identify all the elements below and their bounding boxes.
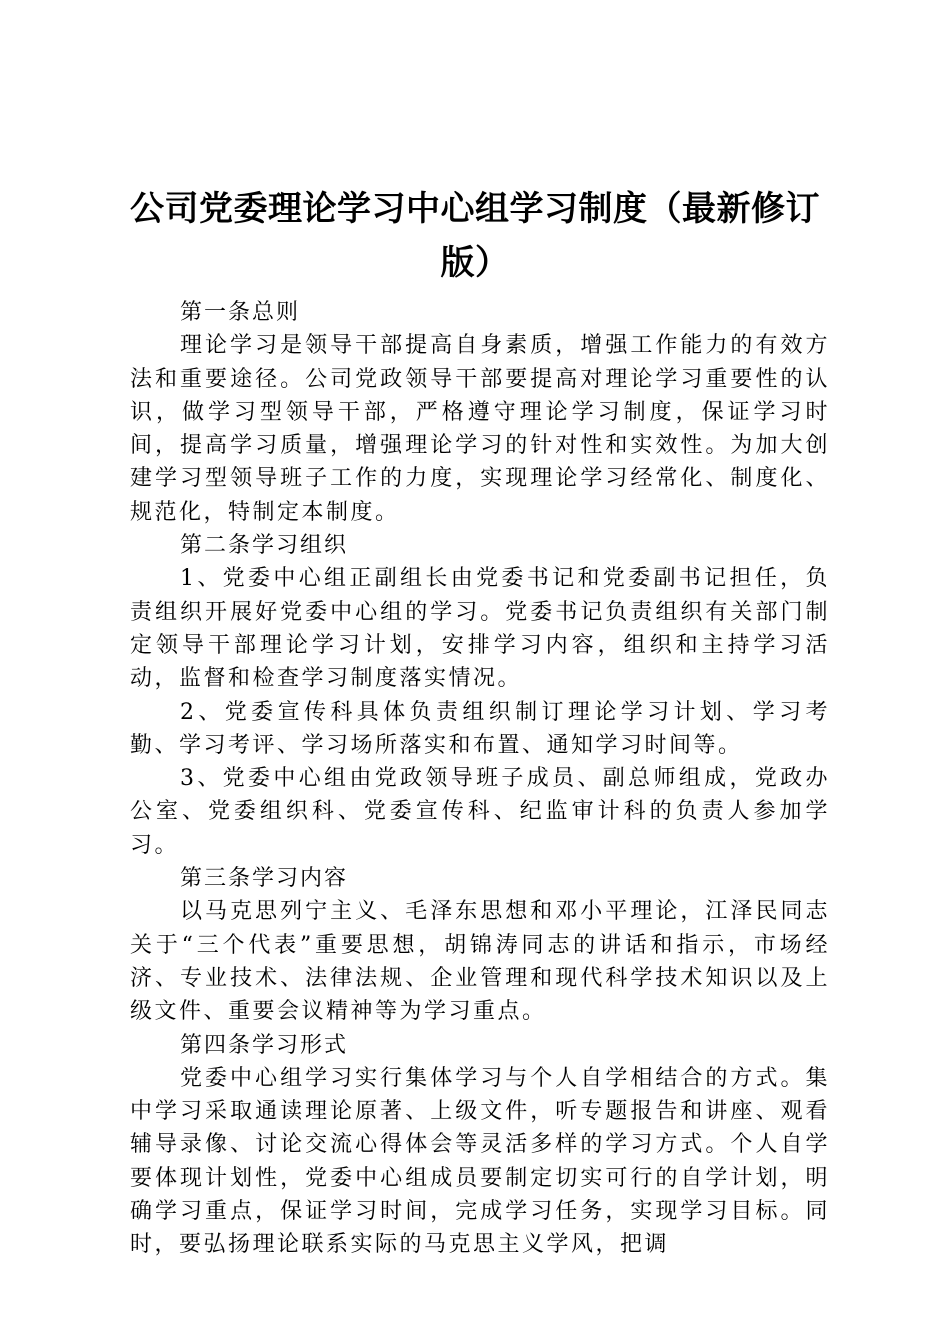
paragraph: 党委中心组学习实行集体学习与个人自学相结合的方式。集中学习采取通读理论原著、上级文件，听专题报告和讲座、观看辅导录像、讨论交流心得体会等灵活多样的学习方式。个人自学要体现计划性，党委中心组成员要制定切实可行的自学计划，明确学习重点，保证学习时间，完成学习任务，实现学习目标。同时，要弘扬理论联系实际的马克思主义学风，把调 <box>130 1065 830 1258</box>
document-body <box>130 296 830 1262</box>
paragraph: 2、党委宣传科具体负责组织制订理论学习计划、学习考勤、学习考评、学习场所落实和布置、通知学习时间等。 <box>130 699 830 758</box>
paragraph: 以马克思列宁主义、毛泽东思想和邓小平理论，江泽民同志关于“三个代表”重要思想，胡锦涛同志的讲话和指示，市场经济、专业技术、法律法规、企业管理和现代科学技术知识以及上级文件、重要会议精神等为学习重点。 <box>130 899 830 1025</box>
document-title: 公司党委理论学习中心组学习制度（最新修订版） <box>130 189 820 283</box>
paragraph: 1、党委中心组正副组长由党委书记和党委副书记担任，负责组织开展好党委中心组的学习。党委书记负责组织有关部门制定领导干部理论学习计划，安排学习内容，组织和主持学习活动，监督和检查学习制度落实情况。 <box>130 566 830 692</box>
paragraph: 理论学习是领导干部提高自身素质，增强工作能力的有效方法和重要途径。公司党政领导干部要提高对理论学习重要性的认识，做学习型领导干部，严格遵守理论学习制度，保证学习时间，提高学习质量，增强理论学习的针对性和实效性。为加大创建学习型领导班子工作的力度，实现理论学习经常化、制度化、规范化，特制定本制度。 <box>130 333 830 525</box>
section-heading: 第一条总则 <box>180 300 301 325</box>
section-heading: 第二条学习组织 <box>180 533 349 559</box>
paragraph: 3、党委中心组由党政领导班子成员、副总师组成，党政办公室、党委组织科、党委宣传科、纪监审计科的负责人参加学习。 <box>130 766 830 858</box>
section-heading: 第三条学习内容 <box>180 866 349 892</box>
section-heading: 第四条学习形式 <box>180 1032 349 1058</box>
